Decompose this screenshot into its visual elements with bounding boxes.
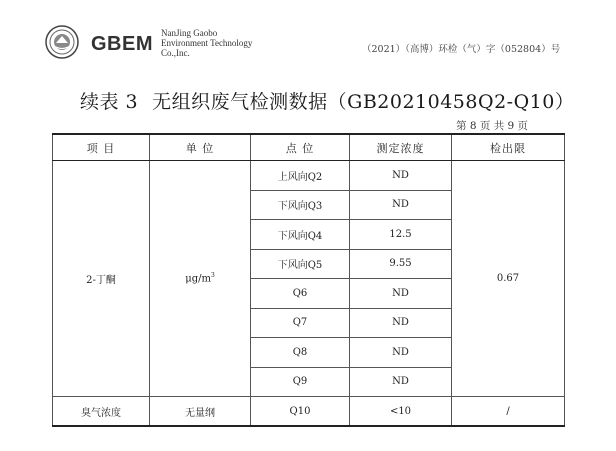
value-cell: <10 <box>350 397 452 427</box>
value-cell: ND <box>350 279 452 309</box>
header-concentration: 测定浓度 <box>350 134 452 161</box>
title-prefix: 续表 3 <box>80 91 139 113</box>
unit-superscript: 3 <box>210 272 215 280</box>
value-cell: ND <box>350 190 452 220</box>
header-detection-limit: 检出限 <box>452 134 565 161</box>
unit-text: μg/m <box>185 273 211 285</box>
company-line: Environment Technology <box>161 38 253 48</box>
point-cell: Q7 <box>251 308 350 338</box>
detection-limit-cell: / <box>452 397 565 427</box>
value-cell: 9.55 <box>350 249 452 279</box>
item-cell: 2-丁酮 <box>53 161 150 397</box>
header-unit: 单 位 <box>150 134 251 161</box>
point-cell: 下风向Q4 <box>251 220 350 250</box>
point-cell: Q10 <box>251 397 350 427</box>
unit-cell <box>150 161 251 397</box>
data-table <box>52 133 565 427</box>
value-cell: 12.5 <box>350 220 452 250</box>
detection-limit-cell: 0.67 <box>452 161 565 397</box>
point-cell: 下风向Q5 <box>251 249 350 279</box>
value-cell: ND <box>350 367 452 397</box>
table-row <box>53 161 565 191</box>
brand-name: GBEM <box>91 33 153 55</box>
table-row-odor <box>53 397 565 427</box>
data-table-container <box>52 133 564 427</box>
point-cell: 上风向Q2 <box>251 161 350 191</box>
point-cell: Q9 <box>251 367 350 397</box>
document-number: （2021）（高博）环检（气）字（052804）号 <box>362 44 561 55</box>
header-point: 点 位 <box>251 134 350 161</box>
gbem-seal-logo-icon <box>45 25 79 59</box>
value-cell: ND <box>350 161 452 191</box>
title-text: 无组织废气检测数据（GB20210458Q2-Q10） <box>152 91 575 113</box>
table-header-row <box>53 134 565 161</box>
company-name <box>161 28 252 58</box>
page-title <box>80 87 574 114</box>
report-header <box>0 0 616 70</box>
unit-cell: 无量纲 <box>150 397 251 427</box>
item-cell: 臭气浓度 <box>53 397 150 427</box>
point-cell: 下风向Q3 <box>251 190 350 220</box>
header-item: 项 目 <box>53 134 150 161</box>
page-indicator: 第 8 页 共 9 页 <box>456 120 529 132</box>
value-cell: ND <box>350 338 452 368</box>
company-line: NanJing Gaobo <box>161 28 218 38</box>
value-cell: ND <box>350 308 452 338</box>
point-cell: Q6 <box>251 279 350 309</box>
company-line: Co.,Inc. <box>161 48 190 58</box>
point-cell: Q8 <box>251 338 350 368</box>
